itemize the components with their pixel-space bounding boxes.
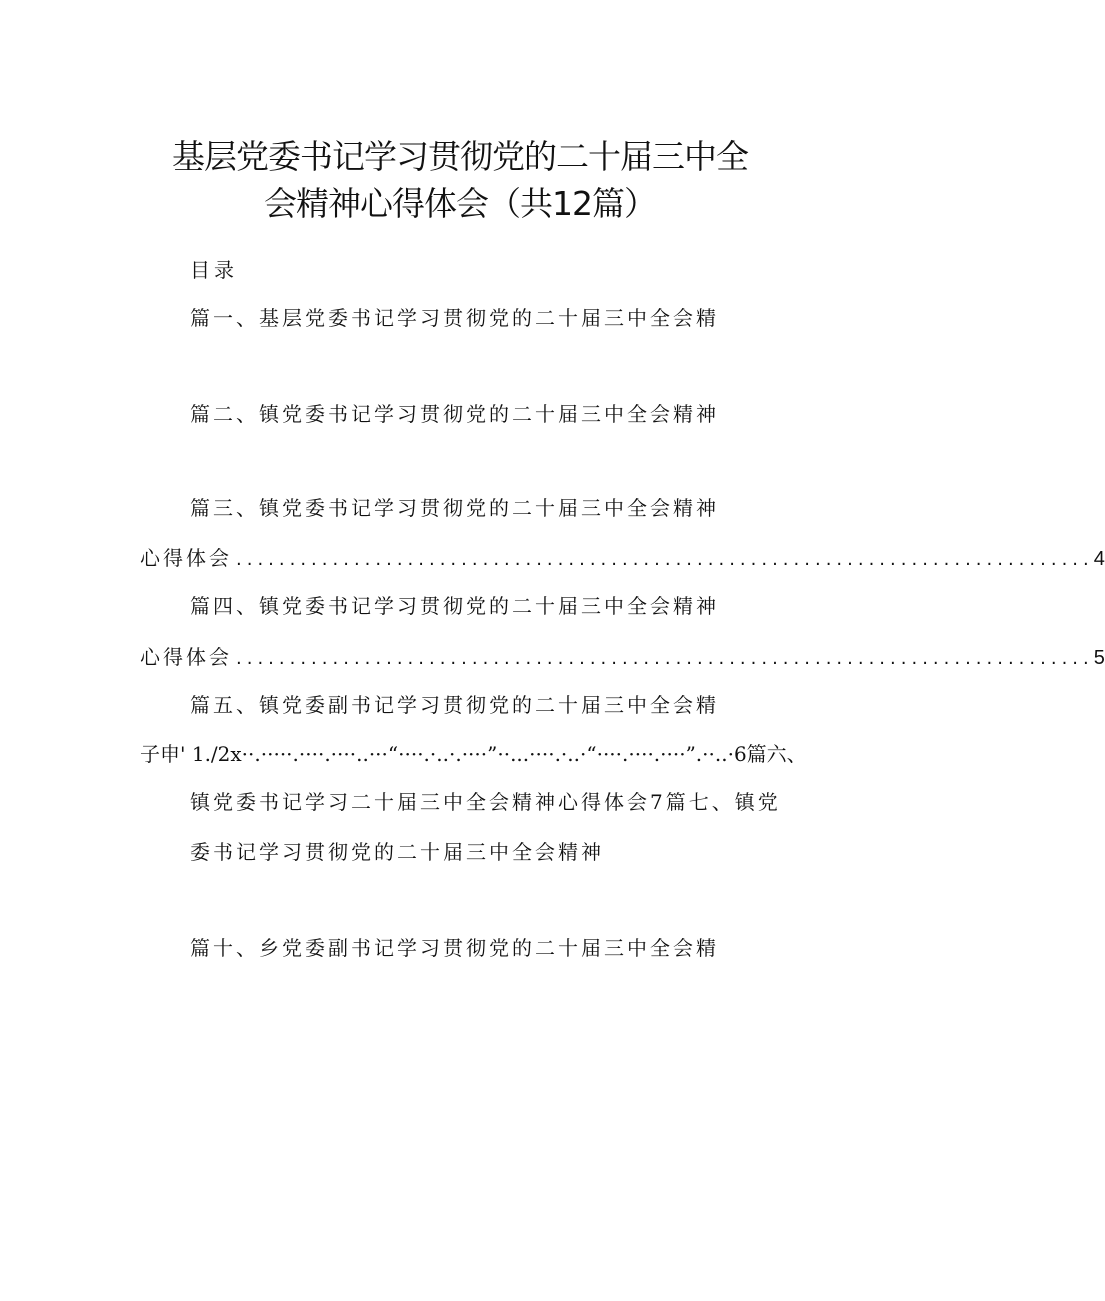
- toc-entry-4-title[interactable]: 篇四、镇党委书记学习贯彻党的二十届三中全会精神: [190, 594, 719, 618]
- toc-entry-5-garbled-line[interactable]: 子申' 1./2x··.·····.····.····..···“····.·..·.····”··...····.·..·“····.····.····”.··..·6篇六、: [140, 742, 807, 766]
- toc-entry-3-page-number: 4: [1093, 548, 1105, 570]
- toc-entry-3-dot-leader: ................................................................................: [236, 549, 1094, 570]
- toc-entry-4-leader-row[interactable]: [140, 644, 1105, 672]
- toc-entry-2[interactable]: 篇二、镇党委书记学习贯彻党的二十届三中全会精神: [190, 402, 719, 426]
- document-title-line-2: 会精神心得体会（共12篇）: [264, 184, 656, 223]
- document-title-line-1: 基层党委书记学习贯彻党的二十届三中全: [172, 137, 748, 176]
- toc-entry-1[interactable]: 篇一、基层党委书记学习贯彻党的二十届三中全会精: [190, 306, 719, 330]
- toc-entry-3-subtitle: 心得体会: [140, 546, 232, 570]
- toc-entry-10[interactable]: 篇十、乡党委副书记学习贯彻党的二十届三中全会精: [190, 936, 719, 960]
- toc-entry-3-leader-row[interactable]: [140, 545, 1105, 573]
- toc-entry-7-line[interactable]: 委书记学习贯彻党的二十届三中全会精神: [190, 840, 604, 864]
- toc-entry-3-title[interactable]: 篇三、镇党委书记学习贯彻党的二十届三中全会精神: [190, 496, 719, 520]
- toc-entry-4-page-number: 5: [1093, 647, 1105, 669]
- toc-entry-4-dot-leader: ................................................................................: [236, 648, 1094, 669]
- toc-entry-5-title[interactable]: 篇五、镇党委副书记学习贯彻党的二十届三中全会精: [190, 693, 719, 717]
- toc-entry-4-subtitle: 心得体会: [140, 645, 232, 669]
- toc-heading: 目录: [190, 258, 238, 282]
- toc-entry-6-line[interactable]: 镇党委书记学习二十届三中全会精神心得体会7篇七、镇党: [190, 790, 781, 814]
